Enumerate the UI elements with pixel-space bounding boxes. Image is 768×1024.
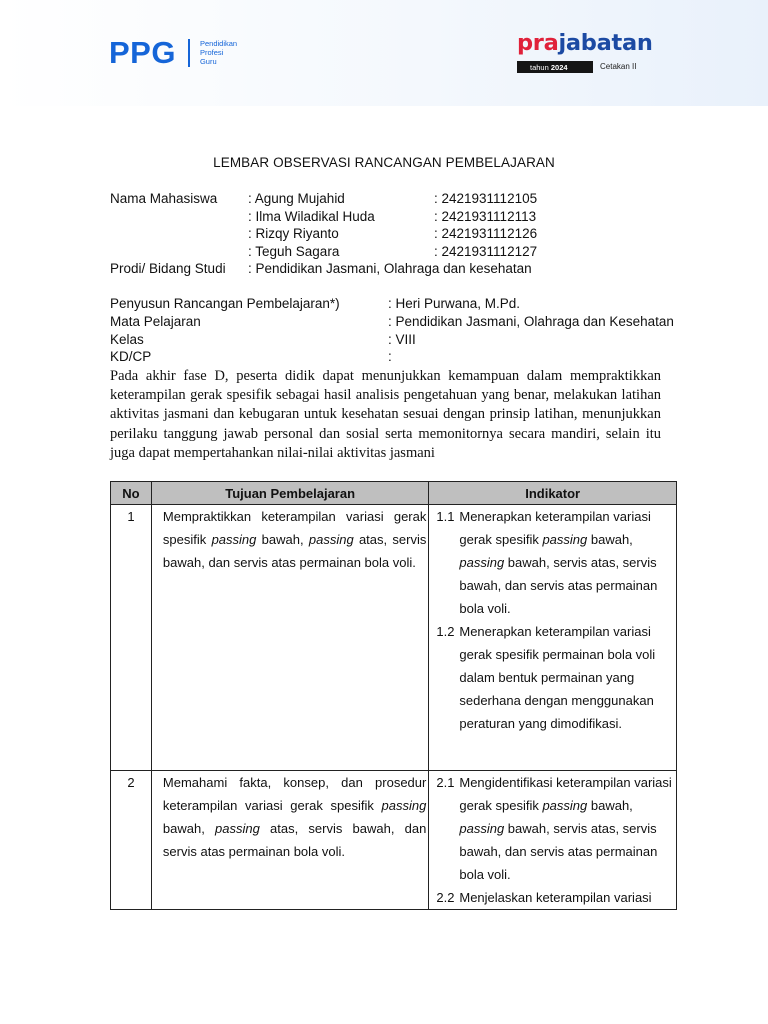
student-name: : Rizqy Riyanto — [248, 226, 339, 241]
student-nim: : 2421931112105 — [434, 191, 538, 206]
student-name: : Teguh Sagara — [248, 243, 340, 259]
penyusun-label: Penyusun Rancangan Pembelajaran*) — [110, 296, 340, 311]
indikator-text-part: Mengidentifikasi keterampilan variasi gerak spesifik — [459, 775, 672, 813]
document-title: LEMBAR OBSERVASI RANCANGAN PEMBELAJARAN — [213, 155, 555, 170]
prajabatan-year: 2024 — [550, 62, 568, 72]
penyusun-value: : Heri Purwana, M.Pd. — [388, 296, 521, 311]
indikator-text-italic: passing — [459, 821, 505, 836]
ppg-sub-line: Pendidikan — [199, 39, 238, 48]
student-name: : Agung Mujahid — [248, 191, 345, 206]
observation-table — [110, 481, 677, 910]
tujuan-text: bawah, — [256, 532, 309, 547]
ppg-sub-line: Guru — [199, 57, 217, 66]
ppg-sub-line: Profesi — [199, 48, 224, 57]
prajabatan-year-label: tahun — [530, 62, 549, 72]
prajabatan-logo — [517, 32, 667, 73]
tujuan-text: Memahami fakta, konsep, dan prosedur keterampilan variasi gerak spesifik — [162, 775, 427, 813]
indikator-text-part: bawah, servis atas, servis bawah, dan servis atas permainan bola voli. — [459, 821, 658, 882]
row-number: 1 — [111, 505, 152, 771]
indikator-text-italic: passing — [542, 532, 588, 547]
indikator-number: 2.2 — [436, 890, 455, 905]
tujuan-text-italic: passing — [308, 532, 354, 547]
tujuan-text-italic: passing — [215, 821, 260, 836]
indikator-text-italic: passing — [459, 555, 505, 570]
indikator-text — [459, 771, 672, 886]
tujuan-text-italic: passing — [211, 532, 257, 547]
mapel-value: : Pendidikan Jasmani, Olahraga dan Kesehatan — [388, 314, 674, 329]
indikator-text: Menerapkan keterampilan variasi gerak spesifik permainan bola voli dalam bentuk permainan yang sederhana dengan menggunakan peraturan yang dimodifikasi. — [459, 624, 656, 731]
indikator-text-part: bawah, — [587, 532, 633, 547]
indikator-text-part: bawah, — [587, 798, 633, 813]
indikator-text-part: Menerapkan keterampilan variasi gerak spesifik — [459, 509, 651, 547]
kdcp-label: KD/CP — [110, 349, 152, 364]
student-name: : Ilma Wiladikal Huda — [248, 208, 375, 224]
indikator-text — [459, 505, 672, 620]
prajabatan-title-part2: jabatan — [558, 30, 653, 56]
prajabatan-meta-row — [517, 61, 667, 73]
prajabatan-edition: Cetakan II — [600, 62, 637, 71]
indikator-text-italic: passing — [542, 798, 588, 813]
kelas-value: : VIII — [388, 331, 416, 347]
cp-paragraph: Pada akhir fase D, peserta didik dapat menunjukkan kemampuan dalam mempraktikkan keterampilan gerak spesifik sebagai hasil analisis pengetahuan yang benar, melakukan latihan aktivitas jasmani dan kebugaran untuk kesehatan sesuai dengan prinsip latihan, menunjukkan perilaku tanggung jawab personal dan sosial serta memonitornya secara mandiri, selain itu juga dapat mempertahankan nilai-nilai aktivitas jasmani — [110, 368, 661, 461]
header-no: No — [111, 482, 152, 505]
header-tujuan: Tujuan Pembelajaran — [151, 482, 428, 505]
ppg-logo — [109, 37, 237, 68]
table-row — [111, 771, 677, 910]
ppg-logo-divider — [188, 39, 190, 67]
indikator-text: Menjelaskan keterampilan variasi — [459, 890, 652, 905]
kdcp-value: : — [388, 349, 392, 364]
prajabatan-title — [517, 32, 667, 55]
indikator-number: 2.1 — [436, 775, 455, 790]
student-nim: : 2421931112127 — [434, 243, 538, 259]
student-nim: : 2421931112126 — [434, 226, 538, 241]
tujuan-text: atas, servis bawah, dan servis atas permainan bola voli. — [162, 821, 427, 859]
prajabatan-title-part1: pra — [517, 30, 559, 56]
students-label: Nama Mahasiswa — [110, 191, 218, 206]
prajabatan-year-badge — [517, 61, 593, 73]
prodi-value: : Pendidikan Jasmani, Olahraga dan kesehatan — [248, 261, 532, 276]
ppg-logo-subtitle — [200, 39, 237, 66]
indikator-cell — [429, 771, 677, 910]
tujuan-text: Mempraktikkan keterampilan variasi gerak spesifik — [162, 509, 427, 547]
tujuan-cell — [151, 771, 428, 910]
tujuan-text-italic: passing — [381, 798, 427, 813]
mapel-label: Mata Pelajaran — [110, 314, 201, 329]
indikator-item — [436, 771, 672, 886]
tujuan-text: bawah, — [162, 821, 216, 836]
indikator-item — [436, 505, 672, 620]
indikator-number: 1.2 — [436, 624, 455, 639]
table-header-row — [111, 482, 677, 505]
indikator-cell — [429, 505, 677, 771]
student-nim: : 2421931112113 — [434, 208, 537, 224]
indikator-item — [436, 620, 672, 735]
tujuan-cell — [151, 505, 428, 771]
ppg-logo-text: PPG — [109, 35, 176, 70]
header-indikator: Indikator — [429, 482, 677, 505]
row-number: 2 — [111, 771, 152, 910]
table-row — [111, 505, 677, 771]
indikator-item — [436, 886, 672, 909]
prodi-label: Prodi/ Bidang Studi — [110, 261, 226, 276]
indikator-number: 1.1 — [436, 509, 455, 524]
tujuan-text: atas, servis bawah, dan servis atas permainan bola voli. — [162, 532, 427, 570]
kelas-label: Kelas — [110, 331, 144, 347]
indikator-text-part: bawah, servis atas, servis bawah, dan servis atas permainan bola voli. — [459, 555, 658, 616]
